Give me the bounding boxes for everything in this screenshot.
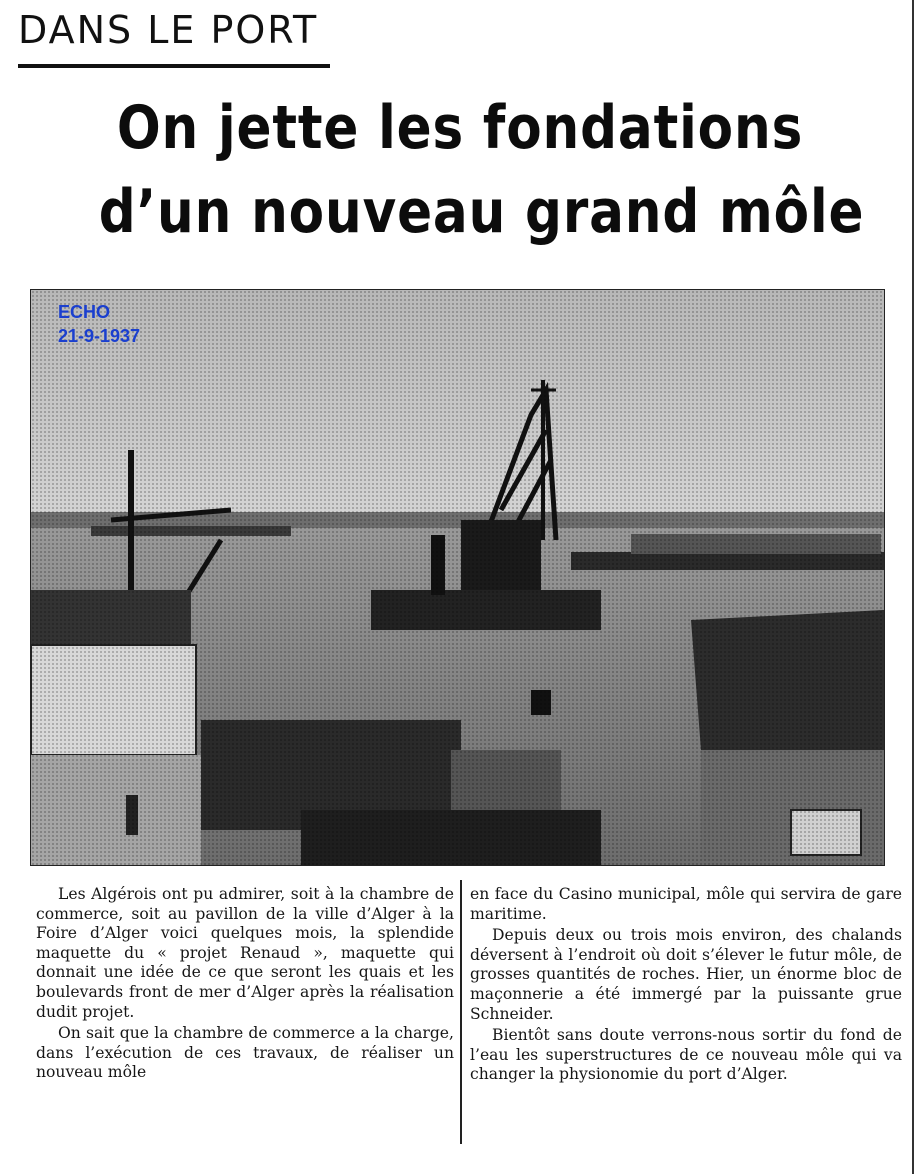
stamp-date: 21-9-1937 bbox=[58, 326, 141, 346]
section-rubric: DANS LE PORT bbox=[18, 8, 319, 52]
harbor-photo bbox=[30, 289, 885, 866]
paragraph: Les Algérois ont pu admirer, soit à la chambre de commerce, soit au pavillon de la ville d’Alger à la Foire d’Alger voici quelques mois, la splendide maquette du « projet Renaud », maquette qui donnait une idée de ce que seront les quais et les boulevards front de mer d’Alger après la réalisation dudit projet. bbox=[36, 885, 454, 1021]
headline bbox=[98, 86, 865, 254]
headline-line-2: d’un nouveau grand môle bbox=[98, 177, 865, 247]
paragraph: Bientôt sans doute verrons-nous sortir du fond de l’eau les superstructures de ce nouveau môle qui va changer la physionomie du port d’Alger. bbox=[470, 1026, 902, 1084]
article-column-right bbox=[470, 885, 902, 1087]
paragraph: On sait que la chambre de commerce a la charge, dans l’exécution de ces travaux, de réaliser un nouveau môle bbox=[36, 1024, 454, 1082]
paragraph: en face du Casino municipal, môle qui servira de gare maritime. bbox=[470, 885, 902, 923]
paragraph: Depuis deux ou trois mois environ, des chalands déversent à l’endroit où doit s’élever le futur môle, de grosses quantités de roches. Hier, un énorme bloc de maçonnerie a été immergé par la puissante grue Schneider. bbox=[470, 926, 902, 1023]
headline-line-1: On jette les fondations bbox=[116, 93, 804, 163]
archive-stamp bbox=[58, 300, 140, 348]
article-column-left bbox=[36, 885, 454, 1085]
column-divider bbox=[460, 880, 462, 1144]
rubric-underline bbox=[18, 64, 330, 68]
page-edge-rule bbox=[912, 0, 914, 1174]
stamp-source: ECHO bbox=[58, 302, 111, 322]
